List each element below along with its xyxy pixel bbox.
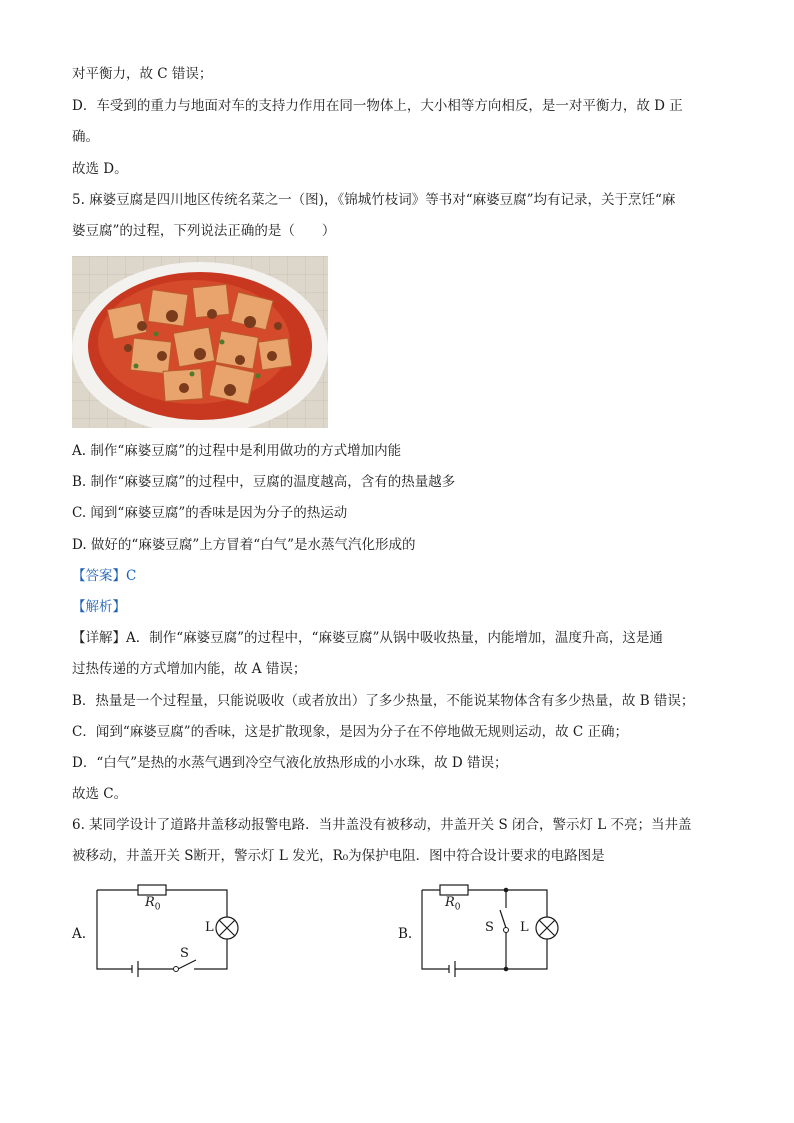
question-6-stem-cont: 被移动，井盖开关 S断开，警示灯 L 发光，R₀为保护电阻．图中符合设计要求的电路图是	[72, 848, 605, 864]
text-line: 对平衡力，故 C 错误；	[72, 66, 213, 82]
battery	[449, 961, 455, 977]
analysis-label: 【解析】	[72, 599, 126, 615]
option-a: A. 制作“麻婆豆腐”的过程中是利用做功的方式增加内能	[72, 443, 402, 459]
option-c: C. 闻到“麻婆豆腐”的香味是因为分子的热运动	[72, 505, 348, 521]
circuit-b-option-label: B.	[398, 926, 413, 942]
circuit-a-lamp-label: L	[205, 920, 214, 935]
circuit-b-lamp-label: L	[520, 920, 529, 935]
explanation-line: D．“白气”是热的水蒸气遇到冷空气液化放热形成的小水珠，故 D 错误；	[72, 755, 508, 771]
conclusion-line: 故选 C。	[72, 786, 128, 802]
switch-s	[500, 910, 506, 928]
circuit-a-resistor-label: $R_0$	[145, 895, 161, 913]
answer-label: 【答案】C	[72, 568, 137, 584]
text-line: D．车受到的重力与地面对车的支持力作用在同一物体上，大小相等方向相反，是一对平衡力，故 D 正	[72, 98, 683, 114]
text-line: 确。	[72, 129, 99, 145]
explanation-line: B．热量是一个过程量，只能说吸收（或者放出）了多少热量，不能说某物体含有多少热量，故 B 错误；	[72, 693, 695, 709]
mapo-tofu-photo	[72, 256, 328, 428]
text-line: 故选 D。	[72, 161, 128, 177]
question-6-stem: 6. 某同学设计了道路井盖移动报警电路．当井盖没有被移动，井盖开关 S 闭合，警示灯 L 不亮；当井盖	[72, 817, 692, 833]
resistor-r0	[138, 885, 166, 895]
circuit-b-resistor-label: $R_0$	[445, 895, 461, 913]
battery	[132, 961, 138, 977]
explanation-line: 过热传递的方式增加内能，故 A 错误；	[72, 661, 307, 677]
switch-s	[178, 960, 196, 969]
circuit-diagram-b	[415, 880, 575, 980]
explanation-line: 【详解】A．制作“麻婆豆腐”的过程中，“麻婆豆腐”从锅中吸收热量，内能增加，温度升高，这是通	[72, 630, 663, 646]
resistor-r0	[440, 885, 468, 895]
circuit-a-option-label: A.	[72, 926, 87, 942]
circuit-a-switch-label: S	[180, 946, 189, 961]
option-d: D. 做好的“麻婆豆腐”上方冒着“白气”是水蒸气汽化形成的	[72, 537, 416, 553]
question-5-stem: 5. 麻婆豆腐是四川地区传统名菜之一（图)，《锦城竹枝词》等书对“麻婆豆腐”均有记录，关于烹饪“麻	[72, 192, 676, 208]
question-5-stem-cont: 婆豆腐”的过程，下列说法正确的是（ ）	[72, 223, 336, 239]
circuit-diagram-a	[90, 880, 250, 980]
circuit-b-switch-label: S	[485, 920, 494, 935]
option-b: B. 制作“麻婆豆腐”的过程中，豆腐的温度越高，含有的热量越多	[72, 474, 456, 490]
explanation-line: C．闻到“麻婆豆腐”的香味，这是扩散现象，是因为分子在不停地做无规则运动，故 C 正确；	[72, 724, 629, 740]
